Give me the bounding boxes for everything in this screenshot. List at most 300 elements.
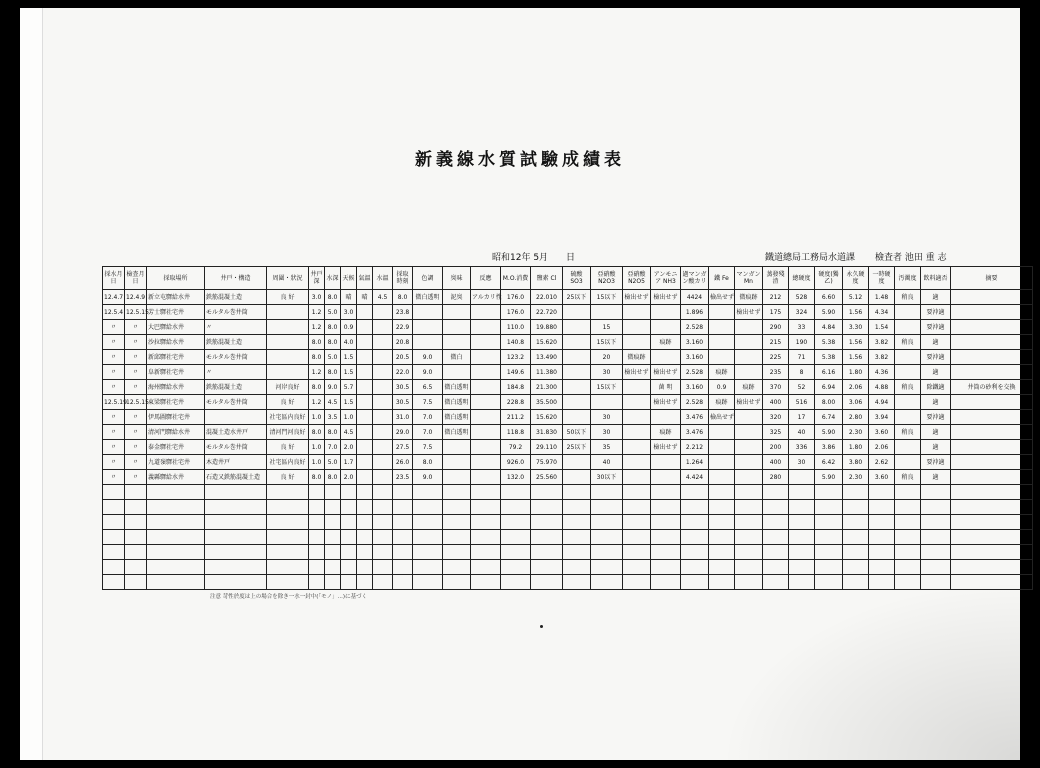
- table-cell: [103, 500, 125, 515]
- table-cell: [205, 485, 267, 500]
- table-cell: [921, 530, 951, 545]
- table-cell: [341, 575, 357, 590]
- table-cell: [843, 530, 869, 545]
- table-cell: 〃: [125, 425, 147, 440]
- table-cell: [895, 305, 921, 320]
- table-cell: [373, 470, 393, 485]
- table-cell: 324: [789, 305, 815, 320]
- table-cell: 370: [763, 380, 789, 395]
- table-cell: 5.38: [815, 335, 843, 350]
- table-cell: 175: [763, 305, 789, 320]
- table-cell: [125, 575, 147, 590]
- table-cell: 15以下: [591, 335, 623, 350]
- table-cell: 微白: [443, 350, 471, 365]
- table-cell: [205, 410, 267, 425]
- table-cell: [373, 320, 393, 335]
- table-cell: [735, 530, 763, 545]
- table-cell: 30以下: [591, 470, 623, 485]
- table-cell: 23.5: [393, 470, 413, 485]
- table-cell: 良 好: [267, 290, 309, 305]
- table-cell: 〃: [103, 410, 125, 425]
- table-cell: 〃: [103, 425, 125, 440]
- table-cell: 1.54: [869, 320, 895, 335]
- table-cell: 110.0: [501, 320, 531, 335]
- column-header: 採取場所: [147, 267, 205, 290]
- table-cell: [681, 530, 709, 545]
- table-cell: [471, 455, 501, 470]
- table-cell: [267, 335, 309, 350]
- table-cell: 11.380: [531, 365, 563, 380]
- table-cell: [357, 410, 373, 425]
- table-cell: [651, 470, 681, 485]
- table-cell: [357, 350, 373, 365]
- table-cell: [563, 455, 591, 470]
- table-cell: [341, 515, 357, 530]
- table-cell: 3.06: [843, 395, 869, 410]
- table-cell: [125, 545, 147, 560]
- table-cell: 〃: [103, 470, 125, 485]
- table-cell: [563, 545, 591, 560]
- column-header: 飲料適否: [921, 267, 951, 290]
- table-cell: 6.42: [815, 455, 843, 470]
- table-cell: 71: [789, 350, 815, 365]
- table-cell: 〃: [125, 440, 147, 455]
- table-cell: 5.90: [815, 425, 843, 440]
- table-cell: [843, 545, 869, 560]
- table-cell: 3.86: [815, 440, 843, 455]
- table-cell: 8: [789, 365, 815, 380]
- table-cell: [125, 500, 147, 515]
- table-cell: [531, 545, 563, 560]
- table-cell: [709, 455, 735, 470]
- column-header: 過マンガン酸カリ: [681, 267, 709, 290]
- table-cell: [651, 305, 681, 320]
- table-cell: 良 好: [267, 395, 309, 410]
- table-cell: [501, 545, 531, 560]
- table-cell: 22.0: [393, 365, 413, 380]
- table-cell: [563, 395, 591, 410]
- table-cell: [951, 410, 1033, 425]
- table-cell: 12.5.4: [103, 305, 125, 320]
- table-cell: [531, 485, 563, 500]
- table-cell: 200: [763, 440, 789, 455]
- table-cell: [651, 350, 681, 365]
- table-cell: [563, 500, 591, 515]
- table-cell: 190: [789, 335, 815, 350]
- table-cell: [147, 545, 205, 560]
- table-cell: [763, 530, 789, 545]
- table-row: [103, 305, 1033, 320]
- table-cell: 3.160: [681, 380, 709, 395]
- table-cell: 〃: [103, 335, 125, 350]
- table-cell: [471, 410, 501, 425]
- table-cell: [735, 425, 763, 440]
- table-cell: モルタル巻井筒: [205, 395, 267, 410]
- table-cell: 25以下: [563, 440, 591, 455]
- table-cell: 〃: [125, 455, 147, 470]
- table-cell: 30.5: [393, 380, 413, 395]
- table-cell: [735, 335, 763, 350]
- column-header: 水溫: [373, 267, 393, 290]
- table-cell: 〃: [103, 350, 125, 365]
- table-cell: 8.0: [325, 425, 341, 440]
- table-cell: 176.0: [501, 305, 531, 320]
- table-cell: [623, 440, 651, 455]
- table-cell: [205, 560, 267, 575]
- table-cell: [681, 560, 709, 575]
- table-cell: [623, 575, 651, 590]
- table-cell: 12.5.15: [125, 395, 147, 410]
- table-cell: [651, 485, 681, 500]
- table-cell: [341, 560, 357, 575]
- table-cell: [443, 455, 471, 470]
- footnote: 注意 苛性於度は上の場合を除き一水一封中(「モノ」...)に基づく: [210, 594, 367, 600]
- table-cell: 鉄筋混凝土造: [205, 335, 267, 350]
- table-cell: [393, 560, 413, 575]
- table-cell: 〃: [125, 350, 147, 365]
- table-row: [103, 335, 1033, 350]
- table-cell: 30.5: [393, 395, 413, 410]
- column-header: 亞硝酸 N2O5: [623, 267, 651, 290]
- table-cell: [267, 560, 309, 575]
- table-cell: 5.0: [325, 305, 341, 320]
- table-cell: [951, 560, 1033, 575]
- table-cell: [735, 455, 763, 470]
- table-cell: 1.5: [341, 365, 357, 380]
- table-cell: [709, 485, 735, 500]
- column-header: 汚濁度: [895, 267, 921, 290]
- table-cell: 7.0: [413, 410, 443, 425]
- table-cell: 225: [763, 350, 789, 365]
- table-cell: [895, 455, 921, 470]
- table-cell: 適: [921, 395, 951, 410]
- table-cell: 6.16: [815, 365, 843, 380]
- column-header: 硬度(獨乙): [815, 267, 843, 290]
- table-cell: 33: [789, 320, 815, 335]
- table-cell: [815, 545, 843, 560]
- table-cell: [443, 485, 471, 500]
- table-cell: [205, 545, 267, 560]
- table-cell: [531, 560, 563, 575]
- table-cell: 13.490: [531, 350, 563, 365]
- table-cell: 50以下: [563, 425, 591, 440]
- table-cell: モルタル巻井筒: [205, 440, 267, 455]
- table-cell: [951, 425, 1033, 440]
- table-cell: [205, 530, 267, 545]
- table-cell: [373, 425, 393, 440]
- table-cell: [869, 530, 895, 545]
- table-cell: 適: [921, 290, 951, 305]
- table-cell: [309, 485, 325, 500]
- table-cell: [869, 485, 895, 500]
- table-cell: 痕跡: [651, 335, 681, 350]
- table-cell: 檢出せず: [623, 365, 651, 380]
- table-cell: [735, 410, 763, 425]
- table-cell: 〃: [205, 365, 267, 380]
- table-cell: 8.0: [325, 365, 341, 380]
- table-cell: 晴: [341, 290, 357, 305]
- column-header: 採水月日: [103, 267, 125, 290]
- table-cell: [735, 515, 763, 530]
- table-row: [103, 530, 1033, 545]
- column-header: 亞硝酸 N2O3: [591, 267, 623, 290]
- table-cell: 280: [763, 470, 789, 485]
- table-cell: 5.0: [325, 350, 341, 365]
- table-cell: 1.2: [309, 365, 325, 380]
- table-cell: 社宅區内良好: [267, 410, 309, 425]
- table-cell: 228.8: [501, 395, 531, 410]
- table-cell: 23.8: [393, 305, 413, 320]
- table-cell: 4.5: [325, 395, 341, 410]
- table-cell: 石造又鉄筋混凝土造: [205, 470, 267, 485]
- table-cell: [341, 545, 357, 560]
- table-cell: [681, 515, 709, 530]
- table-cell: [103, 485, 125, 500]
- table-cell: [623, 425, 651, 440]
- scan-speck: [540, 625, 543, 628]
- table-cell: [471, 545, 501, 560]
- table-cell: 2.06: [843, 380, 869, 395]
- table-cell: 4.94: [869, 395, 895, 410]
- table-cell: [325, 515, 341, 530]
- table-cell: 4.34: [869, 305, 895, 320]
- table-cell: [623, 335, 651, 350]
- table-cell: [325, 485, 341, 500]
- table-cell: 3.80: [843, 455, 869, 470]
- table-cell: 35.500: [531, 395, 563, 410]
- table-cell: 2.212: [681, 440, 709, 455]
- table-cell: 0.9: [709, 380, 735, 395]
- table-cell: 1.5: [341, 395, 357, 410]
- table-cell: [563, 575, 591, 590]
- column-header: 鹽素 Cl: [531, 267, 563, 290]
- table-cell: 清河門驛給水井: [147, 425, 205, 440]
- table-cell: 要沖適: [921, 410, 951, 425]
- table-cell: 40: [789, 425, 815, 440]
- table-cell: [341, 485, 357, 500]
- table-cell: 5.12: [843, 290, 869, 305]
- table-cell: 9.0: [325, 380, 341, 395]
- table-cell: [357, 365, 373, 380]
- table-cell: 5.0: [325, 455, 341, 470]
- table-cell: 2.0: [341, 440, 357, 455]
- column-header: 天候: [341, 267, 357, 290]
- table-cell: 沙拉驛給水井: [147, 335, 205, 350]
- table-cell: [357, 485, 373, 500]
- table-row: [103, 455, 1033, 470]
- table-cell: [325, 530, 341, 545]
- table-cell: 清河門河良好: [267, 425, 309, 440]
- table-row: [103, 545, 1033, 560]
- table-cell: 211.2: [501, 410, 531, 425]
- table-cell: 2.528: [681, 365, 709, 380]
- table-cell: 7.5: [413, 395, 443, 410]
- table-cell: 15.620: [531, 410, 563, 425]
- table-cell: [591, 395, 623, 410]
- table-cell: 〃: [103, 320, 125, 335]
- table-cell: [267, 575, 309, 590]
- table-row: [103, 380, 1033, 395]
- table-cell: [709, 350, 735, 365]
- table-cell: [563, 515, 591, 530]
- table-cell: [393, 575, 413, 590]
- table-cell: [763, 560, 789, 575]
- table-cell: 1.5: [341, 350, 357, 365]
- table-cell: 4424: [681, 290, 709, 305]
- table-cell: 〃: [103, 365, 125, 380]
- table-cell: 檢出せず: [651, 440, 681, 455]
- document-date: 昭和12年 5月 日: [492, 253, 576, 263]
- table-cell: 微白透明: [443, 380, 471, 395]
- table-cell: 1.7: [341, 455, 357, 470]
- table-cell: 1.0: [341, 410, 357, 425]
- table-cell: [373, 440, 393, 455]
- column-header: 氣溫: [357, 267, 373, 290]
- table-cell: 痕跡: [709, 365, 735, 380]
- table-cell: [413, 485, 443, 500]
- table-cell: [623, 455, 651, 470]
- table-cell: [709, 470, 735, 485]
- table-cell: [443, 335, 471, 350]
- table-cell: [357, 335, 373, 350]
- table-cell: 9.0: [413, 350, 443, 365]
- table-cell: 8.0: [309, 380, 325, 395]
- table-cell: [205, 515, 267, 530]
- table-cell: [789, 485, 815, 500]
- table-cell: 31.830: [531, 425, 563, 440]
- table-cell: [843, 500, 869, 515]
- table-cell: [843, 515, 869, 530]
- table-cell: [267, 365, 309, 380]
- table-cell: [591, 560, 623, 575]
- table-cell: 30: [591, 365, 623, 380]
- table-cell: 檢出せず: [623, 290, 651, 305]
- table-row: [103, 395, 1033, 410]
- table-cell: 微白透明: [443, 395, 471, 410]
- table-cell: 7.0: [413, 425, 443, 440]
- table-cell: [373, 350, 393, 365]
- table-cell: 〃: [125, 335, 147, 350]
- table-cell: [267, 485, 309, 500]
- table-cell: 22.010: [531, 290, 563, 305]
- table-cell: [951, 470, 1033, 485]
- table-cell: 5.7: [341, 380, 357, 395]
- table-cell: [531, 575, 563, 590]
- table-cell: [471, 305, 501, 320]
- table-cell: [357, 380, 373, 395]
- table-cell: 325: [763, 425, 789, 440]
- table-cell: [563, 380, 591, 395]
- table-cell: [951, 320, 1033, 335]
- table-cell: [267, 500, 309, 515]
- table-cell: 12.4.9: [125, 290, 147, 305]
- table-cell: [651, 530, 681, 545]
- table-cell: 2.62: [869, 455, 895, 470]
- table-cell: [341, 530, 357, 545]
- table-cell: [309, 500, 325, 515]
- table-cell: 芳士驛社宅井: [147, 305, 205, 320]
- water-quality-table: [102, 266, 1033, 590]
- table-cell: 15: [591, 320, 623, 335]
- table-cell: 3.82: [869, 335, 895, 350]
- table-cell: 稍良: [895, 290, 921, 305]
- table-cell: 6.60: [815, 290, 843, 305]
- table-cell: [413, 500, 443, 515]
- table-cell: [357, 500, 373, 515]
- table-cell: 義縣驛給水井: [147, 470, 205, 485]
- table-cell: [921, 515, 951, 530]
- table-cell: [563, 320, 591, 335]
- table-cell: [309, 530, 325, 545]
- table-cell: モルタル巻井筒: [205, 305, 267, 320]
- table-cell: [471, 350, 501, 365]
- table-cell: [205, 575, 267, 590]
- table-cell: [763, 485, 789, 500]
- table-cell: 4.88: [869, 380, 895, 395]
- table-cell: 良 好: [267, 470, 309, 485]
- table-cell: [393, 530, 413, 545]
- table-cell: 3.60: [869, 425, 895, 440]
- table-cell: 8.0: [309, 350, 325, 365]
- table-cell: [413, 530, 443, 545]
- table-cell: 75.970: [531, 455, 563, 470]
- table-cell: [443, 365, 471, 380]
- table-cell: [267, 320, 309, 335]
- table-cell: [763, 515, 789, 530]
- table-cell: [373, 455, 393, 470]
- table-cell: [651, 500, 681, 515]
- table-cell: 149.6: [501, 365, 531, 380]
- table-cell: [443, 560, 471, 575]
- table-cell: 微白透明: [443, 425, 471, 440]
- table-cell: 2.528: [681, 395, 709, 410]
- table-row: [103, 410, 1033, 425]
- table-cell: [651, 575, 681, 590]
- table-cell: [895, 410, 921, 425]
- table-cell: [735, 320, 763, 335]
- table-cell: 30: [591, 425, 623, 440]
- table-cell: 20.8: [393, 335, 413, 350]
- table-row: [103, 425, 1033, 440]
- column-header: 檢查月日: [125, 267, 147, 290]
- table-cell: 良 好: [267, 440, 309, 455]
- table-cell: 6.94: [815, 380, 843, 395]
- table-row: [103, 470, 1033, 485]
- table-cell: [951, 335, 1033, 350]
- table-cell: [563, 335, 591, 350]
- table-cell: 1.2: [309, 320, 325, 335]
- table-cell: [103, 515, 125, 530]
- table-cell: 鉄筋混凝土造: [205, 380, 267, 395]
- table-cell: 9.0: [413, 470, 443, 485]
- table-cell: [815, 515, 843, 530]
- table-cell: 26.0: [393, 455, 413, 470]
- table-cell: 泰金驛社宅井: [147, 440, 205, 455]
- table-cell: 新邱驛社宅井: [147, 350, 205, 365]
- table-cell: [591, 305, 623, 320]
- table-cell: [895, 545, 921, 560]
- table-cell: 適: [921, 440, 951, 455]
- table-cell: [373, 530, 393, 545]
- table-cell: [591, 485, 623, 500]
- table-cell: [373, 410, 393, 425]
- table-cell: 235: [763, 365, 789, 380]
- table-cell: [471, 485, 501, 500]
- table-cell: 混凝土造水井戸: [205, 425, 267, 440]
- table-header-row: [103, 267, 1033, 290]
- table-cell: [471, 560, 501, 575]
- table-cell: [563, 365, 591, 380]
